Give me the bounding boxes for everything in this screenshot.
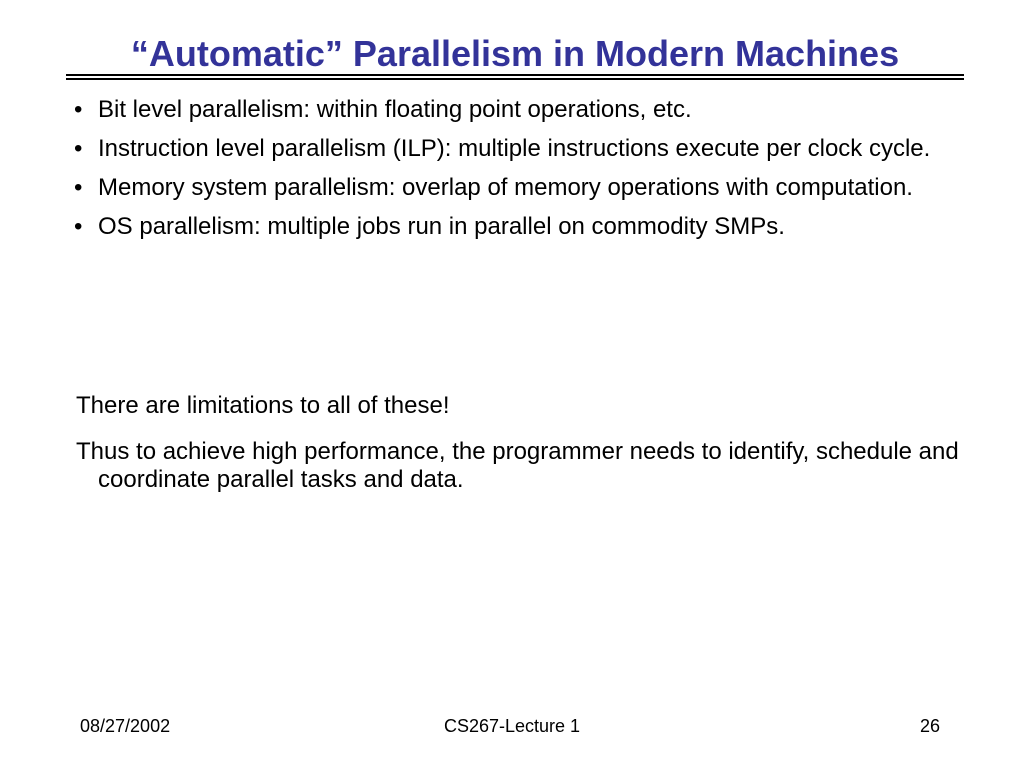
bullet-text: Bit level parallelism: within floating point operations, etc. bbox=[98, 96, 692, 123]
footer-date: 08/27/2002 bbox=[80, 716, 171, 736]
limitations-paragraph: There are limitations to all of these! bbox=[76, 392, 450, 419]
footer-page-number: 26 bbox=[919, 716, 940, 736]
bullet-text: OS parallelism: multiple jobs run in parallel on commodity SMPs. bbox=[98, 213, 785, 240]
bullet-item bbox=[74, 96, 954, 124]
bullet-marker: • bbox=[74, 213, 83, 240]
bullet-item bbox=[74, 174, 954, 202]
bullet-list bbox=[74, 96, 954, 252]
bullet-item bbox=[74, 213, 954, 241]
bullet-marker: • bbox=[74, 135, 83, 162]
bullet-item bbox=[74, 135, 954, 163]
bullet-marker: • bbox=[74, 174, 83, 201]
title-underline bbox=[66, 74, 964, 76]
bullet-text: Memory system parallelism: overlap of memory operations with computation. bbox=[98, 174, 913, 201]
conclusion-paragraph: Thus to achieve high performance, the programmer needs to identify, schedule and coordinate parallel tasks and data. bbox=[76, 438, 959, 493]
slide-title: “Automatic” Parallelism in Modern Machines bbox=[130, 33, 900, 74]
bullet-text: Instruction level parallelism (ILP): multiple instructions execute per clock cycle. bbox=[98, 135, 931, 162]
title-underline-secondary bbox=[66, 78, 964, 80]
bullet-marker: • bbox=[74, 96, 83, 123]
footer-course: CS267-Lecture 1 bbox=[443, 716, 581, 736]
